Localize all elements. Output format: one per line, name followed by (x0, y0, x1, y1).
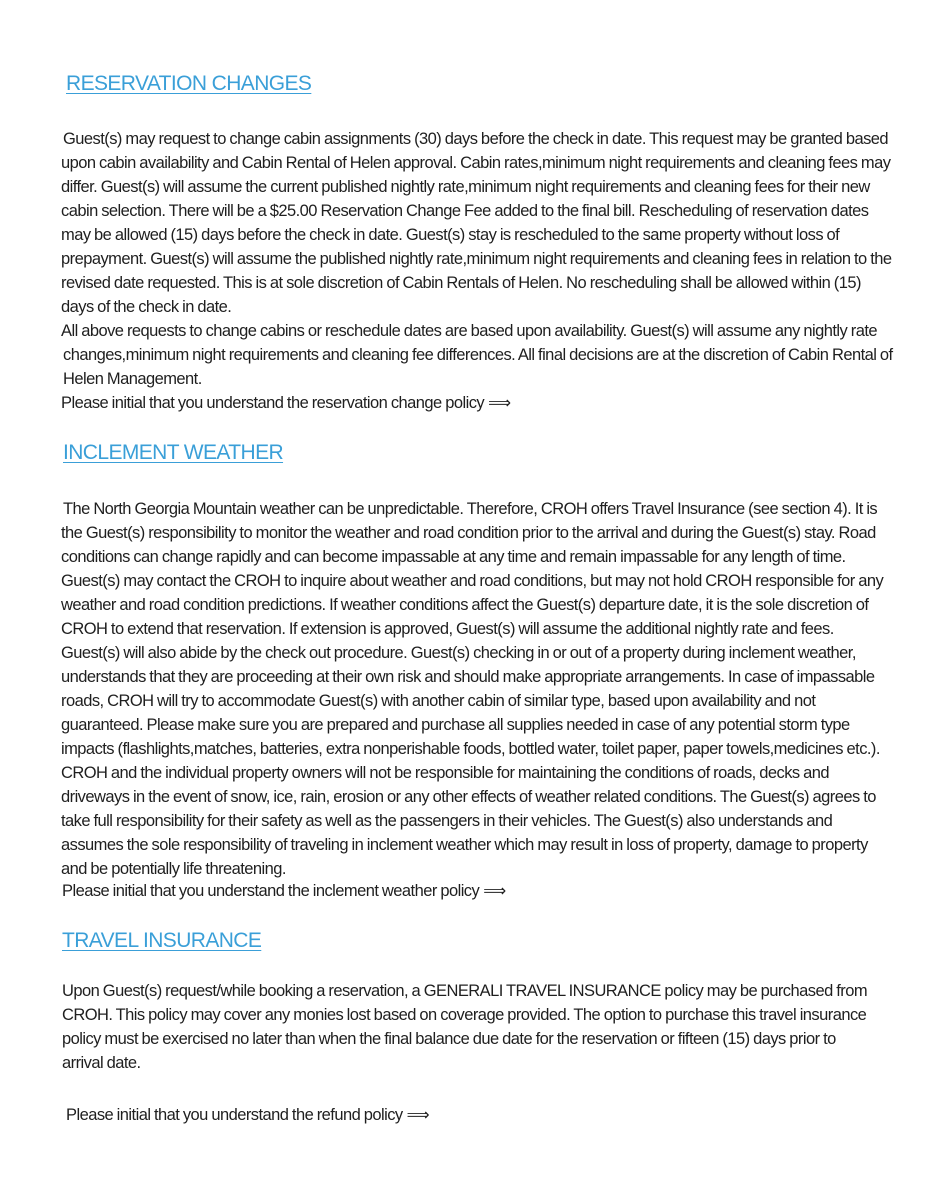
heading-inclement-weather[interactable]: INCLEMENT WEATHER (63, 441, 284, 464)
heading-reservation-changes[interactable]: RESERVATION CHANGES (66, 72, 312, 95)
right-double-arrow-icon: ⟹ (488, 393, 511, 412)
reservation-change-initial-line (61, 391, 510, 415)
refund-policy-initial-text: Please initial that you understand the refund policy (66, 1106, 403, 1124)
heading-travel-insurance[interactable]: TRAVEL INSURANCE (62, 929, 262, 952)
inclement-weather-initial-line (62, 879, 506, 903)
right-double-arrow-icon: ⟹ (406, 1105, 430, 1124)
reservation-changes-paragraph-2: All above requests to change cabins or reschedule dates are based upon availability. Guest(s) will assume any nightly rate changes,minimum night requirements and cleaning fee differences. All final decisions are at the discretion of Cabin Rental of Helen Management. (61, 322, 893, 388)
reservation-changes-paragraph-1: Guest(s) may request to change cabin assignments (30) days before the check in date. This request may be granted based upon cabin availability and Cabin Rental of Helen approval. Cabin rates,minimum night requirements and cleaning fees may differ. Guest(s) will assume the current published nightly rate,minimum night requirements and cleaning fees for their new cabin selection. There will be a $25.00 Reservation Change Fee added to the final bill. Rescheduling of reservation dates may be allowed (15) days before the check in date. Guest(s) stay is rescheduled to the same property without loss of prepayment. Guest(s) will assume the published nightly rate,minimum night requirements and cleaning fees in relation to the revised date requested. This is at sole discretion of Cabin Rentals of Helen. No rescheduling shall be allowed within (15) days of the check in date. (61, 130, 892, 316)
right-double-arrow-icon: ⟹ (483, 881, 506, 900)
reservation-change-initial-text: Please initial that you understand the reservation change policy (61, 394, 485, 412)
travel-insurance-paragraph: Upon Guest(s) request/while booking a reservation, a GENERALI TRAVEL INSURANCE policy may be purchased from CROH. This policy may cover any monies lost based on coverage provided. The option to purchase this travel insurance policy must be exercised no later than when the final balance due date for the reservation or fifteen (15) days prior to arrival date. (62, 982, 868, 1072)
inclement-weather-initial-text: Please initial that you understand the inclement weather policy (62, 882, 480, 900)
refund-policy-initial-line (66, 1103, 429, 1127)
inclement-weather-paragraph: The North Georgia Mountain weather can be unpredictable. Therefore, CROH offers Travel Insurance (see section 4). It is the Guest(s) responsibility to monitor the weather and road condition prior to the arrival and during the Guest(s) stay. Road conditions can change rapidly and can become impassable at any time and remain impassable for any length of time. Guest(s) may contact the CROH to inquire about weather and road conditions, but may not hold CROH responsible for any weather and road condition predictions. If weather conditions affect the Guest(s) departure date, it is the sole discretion of CROH to extend that reservation. If extension is approved, Guest(s) will assume the additional nightly rate and fees. Guest(s) will also abide by the check out procedure. Guest(s) checking in or out of a property during inclement weather, understands that they are proceeding at their own risk and should make appropriate arrangements. In case of impassable roads, CROH will try to accommodate Guest(s) with another cabin of similar type, based upon availability and not guaranteed. Please make sure you are prepared and purchase all supplies needed in case of any potential storm type impacts (flashlights,matches, batteries, extra nonperishable foods, bottled water, toilet paper, paper towels,medicines etc.). CROH and the individual property owners will not be responsible for maintaining the conditions of roads, decks and driveways in the event of snow, ice, rain, erosion or any other effects of weather related conditions. The Guest(s) agrees to take full responsibility for their safety as well as the passengers in their vehicles. The Guest(s) also understands and assumes the sole responsibility of traveling in inclement weather which may result in loss of property, damage to property and be potentially life threatening. (61, 500, 884, 878)
